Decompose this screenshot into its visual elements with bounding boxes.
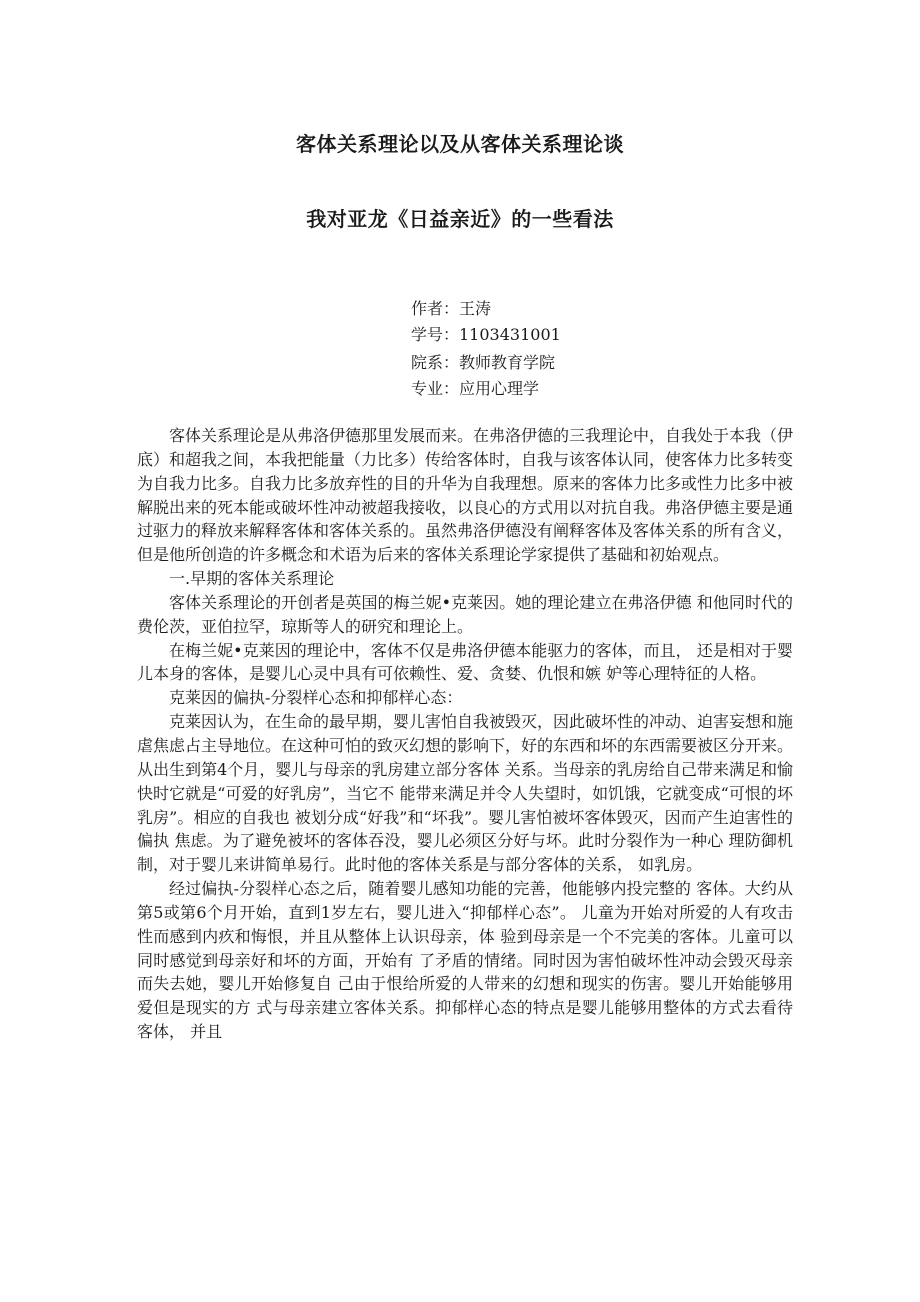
department-line: 院系：教师教育学院 xyxy=(411,353,556,372)
paragraph: 经过偏执-分裂样心态之后，随着婴儿感知功能的完善，他能够内投完整的 客体。大约从第5或第6个月开始，直到1岁左右，婴儿进入“抑郁样心态”。 儿童为开始对所爱的人有攻击性而感到内疚和悔恨，并且从整体上认识母亲，体 验到母亲是一个不完美的客体。儿童可以同时感觉到母亲好和坏的方面，开始有 了矛盾的情绪。同时因为害怕破坏性冲动会毁灭母亲而失去她，婴儿开始修复自 己由于恨给所爱的人带来的幻想和现实的伤害。婴儿开始能够用爱但是现实的方 式与母亲建立客体关系。抑郁样心态的特点是婴儿能够用整体的方式去看待客体， 并且 xyxy=(137,879,793,1042)
subsection-heading: 克莱因的偏执-分裂样心态和抑郁样心态： xyxy=(169,688,463,708)
paragraph: 克莱因认为，在生命的最早期，婴儿害怕自我被毁灭，因此破坏性的冲动、迫害妄想和施虐焦虑占主导地位。在这种可怕的致灭幻想的影响下，好的东西和坏的东西需要被区分开来。从出生到第4个月，婴儿与母亲的乳房建立部分客体 关系。当母亲的乳房给自己带来满足和愉快时它就是“可爱的好乳房”，当它不 能带来满足并令人失望时，如饥饿，它就变成“可恨的坏乳房”。相应的自我也 被划分成“好我”和“坏我”。婴儿害怕被坏客体毁灭，因而产生迫害性的偏执 焦虑。为了避免被坏的客体吞没，婴儿必须区分好与坏。此时分裂作为一种心 理防御机制，对于婴儿来讲简单易行。此时他的客体关系是与部分客体的关系， 如乳房。 xyxy=(137,712,794,875)
author-info xyxy=(411,296,561,402)
document-title-line2: 我对亚龙《日益亲近》的一些看法 xyxy=(306,207,614,231)
author-line: 作者：王涛 xyxy=(411,299,492,318)
student-id-line: 学号：1103431001 xyxy=(411,325,561,344)
paragraph: 客体关系理论的开创者是英国的梅兰妮•克莱因。她的理论建立在弗洛伊德 和他同时代的费伦茨，亚伯拉罕，琼斯等人的研究和理论上。 xyxy=(137,592,793,636)
major-line: 专业：应用心理学 xyxy=(411,379,540,398)
paragraph: 在梅兰妮•克莱因的理论中，客体不仅是弗洛伊德本能驱力的客体，而且， 还是相对于婴儿本身的客体，是婴儿心灵中具有可依赖性、爱、贪婪、仇恨和嫉 妒等心理特征的人格。 xyxy=(137,640,793,684)
document-title-line1: 客体关系理论以及从客体关系理论谈 xyxy=(296,132,624,156)
paragraph-intro: 客体关系理论是从弗洛伊德那里发展而来。在弗洛伊德的三我理论中，自我处于本我（伊底）和超我之间，本我把能量（力比多）传给客体时，自我与该客体认同，使客体力比多转变为自我力比多。自我力比多放弃性的目的升华为自我理想。原来的客体力比多或性力比多中被解脱出来的死本能或破坏性冲动被超我接收，以良心的方式用以对抗自我。弗洛伊德主要是通过驱力的释放来解释客体和客体关系的。虽然弗洛伊德没有阐释客体及客体关系的所有含义，但是他所创造的许多概念和术语为后来的客体关系理论学家提供了基础和初始观点。 xyxy=(137,426,794,565)
document-body xyxy=(137,424,793,1044)
section-heading: 一.早期的客体关系理论 xyxy=(169,569,335,589)
